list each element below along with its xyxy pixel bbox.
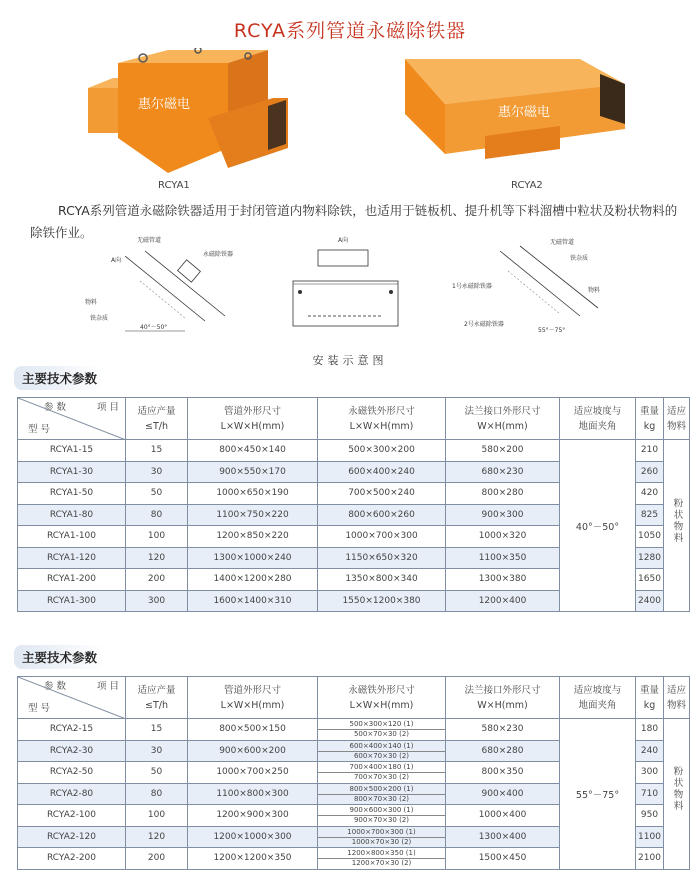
table-row <box>18 719 690 741</box>
capacity-cell: 80 <box>126 504 188 526</box>
section-heading-2: 主要技术参数 <box>14 645 105 669</box>
slope-value: 55°－75° <box>560 719 636 870</box>
weight-cell: 825 <box>636 504 664 526</box>
table-row <box>18 440 690 462</box>
capacity-cell: 300 <box>126 590 188 612</box>
flange-size-cell: 900×400 <box>446 783 560 805</box>
header-pipe-size-2: 管道外形尺寸 L×W×H(mm) <box>188 677 318 719</box>
weight-cell: 2400 <box>636 590 664 612</box>
label-permanent-separator: 永磁除铁器 <box>203 251 234 258</box>
flange-size-cell: 1000×320 <box>446 526 560 548</box>
magnet-size-cell <box>318 826 446 848</box>
label-nonmag-pipe-2: 无磁管道 <box>550 239 575 246</box>
pipe-size-cell: 1000×650×190 <box>188 483 318 505</box>
pipe-size-cell: 1300×1000×240 <box>188 547 318 569</box>
flange-size-cell: 1300×380 <box>446 569 560 591</box>
weight-cell: 210 <box>636 440 664 462</box>
pipe-size-cell: 1600×1400×310 <box>188 590 318 612</box>
weight-cell: 300 <box>636 762 664 784</box>
label-a-view: A向 <box>338 237 349 244</box>
model-cell: RCYA1-120 <box>18 547 126 569</box>
model-cell: RCYA1-200 <box>18 569 126 591</box>
install-diagram-right <box>450 236 600 336</box>
magnet-size-2: 1200×70×30 (2) <box>351 859 412 868</box>
header-material-2: 适应 物料 <box>664 677 690 719</box>
model-cell: RCYA1-30 <box>18 461 126 483</box>
magnet-size-2: 700×70×30 (2) <box>353 773 410 782</box>
label-iron-impurity-2: 铁杂质 <box>570 255 589 262</box>
capacity-cell: 120 <box>126 547 188 569</box>
spec-table-rcya2 <box>17 676 690 870</box>
photo-caption-rcya1: RCYA1 <box>158 180 190 191</box>
product-label-1: 惠尔磁电 <box>138 97 191 112</box>
flange-size-cell: 580×200 <box>446 440 560 462</box>
magnet-size-cell: 600×400×240 <box>318 461 446 483</box>
header-flange-size: 法兰接口外形尺寸 W×H(mm) <box>446 398 560 440</box>
header-slope: 适应坡度与 地面夹角 <box>560 398 636 440</box>
model-cell: RCYA2-50 <box>18 762 126 784</box>
flange-size-cell: 800×280 <box>446 483 560 505</box>
magnet-size-2: 500×70×30 (2) <box>353 730 410 739</box>
magnet-size-1: 700×400×180 (1) <box>318 762 445 773</box>
magnet-size-1: 900×600×300 (1) <box>318 805 445 816</box>
flange-size-cell: 1100×350 <box>446 547 560 569</box>
label-material-2: 物料 <box>588 287 600 294</box>
magnet-size-1: 500×300×120 (1) <box>318 719 445 730</box>
flange-size-cell: 1300×400 <box>446 826 560 848</box>
label-separator-1: 1号永磁除铁器 <box>452 283 492 290</box>
product-image-rcya1 <box>78 48 293 183</box>
magnet-size-cell: 500×300×200 <box>318 440 446 462</box>
weight-cell: 950 <box>636 805 664 827</box>
page-title: RCYA系列管道永磁除铁器 <box>233 20 467 42</box>
weight-cell: 260 <box>636 461 664 483</box>
magnet-size-cell <box>318 805 446 827</box>
header-diagonal-cell: 参 数 项 目 型 号 <box>18 398 126 440</box>
flange-size-cell: 680×230 <box>446 461 560 483</box>
capacity-cell: 30 <box>126 740 188 762</box>
header-pipe-size: 管道外形尺寸 L×W×H(mm) <box>188 398 318 440</box>
capacity-cell: 15 <box>126 440 188 462</box>
flange-size-cell: 680×280 <box>446 740 560 762</box>
photo-caption-rcya2: RCYA2 <box>511 180 543 191</box>
weight-cell: 180 <box>636 719 664 741</box>
weight-cell: 420 <box>636 483 664 505</box>
capacity-cell: 50 <box>126 762 188 784</box>
model-cell: RCYA2-200 <box>18 848 126 870</box>
magnet-size-1: 1200×800×350 (1) <box>318 848 445 859</box>
model-cell: RCYA2-30 <box>18 740 126 762</box>
magnet-size-cell <box>318 848 446 870</box>
header-magnet-size-2: 永磁铁外形尺寸 L×W×H(mm) <box>318 677 446 719</box>
weight-cell: 710 <box>636 783 664 805</box>
capacity-cell: 80 <box>126 783 188 805</box>
magnet-size-cell <box>318 783 446 805</box>
material-value: 粉状物料 <box>664 440 690 612</box>
magnet-size-2: 900×70×30 (2) <box>353 816 410 825</box>
pipe-size-cell: 1000×700×250 <box>188 762 318 784</box>
magnet-size-2: 800×70×30 (2) <box>353 794 410 803</box>
model-cell: RCYA2-120 <box>18 826 126 848</box>
spec-table-rcya1 <box>17 397 690 612</box>
label-nonmag-pipe: 无磁管道 <box>137 237 162 244</box>
pipe-size-cell: 1100×750×220 <box>188 504 318 526</box>
pipe-size-cell: 1200×900×300 <box>188 805 318 827</box>
weight-cell: 240 <box>636 740 664 762</box>
product-label-2: 惠尔磁电 <box>498 105 551 120</box>
flange-size-cell: 1000×400 <box>446 805 560 827</box>
label-material: 物料 <box>85 299 98 306</box>
magnet-size-2: 600×70×30 (2) <box>353 751 410 760</box>
slope-value: 40°－50° <box>560 440 636 612</box>
magnet-size-cell: 1150×650×320 <box>318 547 446 569</box>
flange-size-cell: 1500×450 <box>446 848 560 870</box>
header-slope-2: 适应坡度与 地面夹角 <box>560 677 636 719</box>
diagram-caption: 安装示意图 <box>312 354 388 367</box>
pipe-size-cell: 800×500×150 <box>188 719 318 741</box>
header-weight: 重量 kg <box>636 398 664 440</box>
capacity-cell: 15 <box>126 719 188 741</box>
pipe-size-cell: 900×600×200 <box>188 740 318 762</box>
label-angle-range: 40°－50° <box>140 324 168 331</box>
capacity-cell: 200 <box>126 569 188 591</box>
magnet-size-cell: 700×500×240 <box>318 483 446 505</box>
header-diagonal-cell-2: 参 数 项 目 型 号 <box>18 677 126 719</box>
flange-size-cell: 800×350 <box>446 762 560 784</box>
model-cell: RCYA2-100 <box>18 805 126 827</box>
pipe-size-cell: 1100×800×300 <box>188 783 318 805</box>
magnet-size-cell: 800×600×260 <box>318 504 446 526</box>
label-separator-2: 2号永磁除铁器 <box>464 321 504 328</box>
pipe-size-cell: 1200×1000×300 <box>188 826 318 848</box>
pipe-size-cell: 800×450×140 <box>188 440 318 462</box>
weight-cell: 1650 <box>636 569 664 591</box>
weight-cell: 2100 <box>636 848 664 870</box>
capacity-cell: 200 <box>126 848 188 870</box>
install-diagram-middle <box>288 236 408 336</box>
capacity-cell: 100 <box>126 526 188 548</box>
magnet-size-2: 1000×70×30 (2) <box>351 837 412 846</box>
material-value: 粉状物料 <box>664 719 690 870</box>
header-capacity: 适应产量 ≤T/h <box>126 398 188 440</box>
pipe-size-cell: 1200×1200×350 <box>188 848 318 870</box>
pipe-size-cell: 1400×1200×280 <box>188 569 318 591</box>
magnet-size-cell <box>318 762 446 784</box>
model-cell: RCYA1-50 <box>18 483 126 505</box>
pipe-size-cell: 900×550×170 <box>188 461 318 483</box>
header-material: 适应 物料 <box>664 398 690 440</box>
capacity-cell: 120 <box>126 826 188 848</box>
magnet-size-cell: 1000×700×300 <box>318 526 446 548</box>
model-cell: RCYA2-80 <box>18 783 126 805</box>
capacity-cell: 100 <box>126 805 188 827</box>
product-image-rcya2 <box>400 54 630 174</box>
magnet-size-1: 1000×700×300 (1) <box>318 827 445 838</box>
magnet-size-cell: 1550×1200×380 <box>318 590 446 612</box>
model-cell: RCYA2-15 <box>18 719 126 741</box>
header-capacity-2: 适应产量 ≤T/h <box>126 677 188 719</box>
magnet-size-1: 600×400×140 (1) <box>318 741 445 752</box>
model-cell: RCYA1-100 <box>18 526 126 548</box>
magnet-size-cell: 1350×800×340 <box>318 569 446 591</box>
capacity-cell: 30 <box>126 461 188 483</box>
description-paragraph: RCYA系列管道永磁除铁器适用于封闭管道内物料除铁，也适用于链板机、提升机等下料溜槽中粒状及粉状物料的除铁作业。 <box>30 203 678 240</box>
section-heading-1: 主要技术参数 <box>14 366 105 390</box>
header-weight-2: 重量 kg <box>636 677 664 719</box>
capacity-cell: 50 <box>126 483 188 505</box>
weight-cell: 1100 <box>636 826 664 848</box>
install-diagram-left <box>85 236 235 336</box>
label-angle-range-2: 55°－75° <box>538 327 566 334</box>
pipe-size-cell: 1200×850×220 <box>188 526 318 548</box>
label-a-direction: A向 <box>111 257 122 264</box>
model-cell: RCYA1-15 <box>18 440 126 462</box>
flange-size-cell: 580×230 <box>446 719 560 741</box>
flange-size-cell: 1200×400 <box>446 590 560 612</box>
model-cell: RCYA1-300 <box>18 590 126 612</box>
weight-cell: 1280 <box>636 547 664 569</box>
magnet-size-cell <box>318 740 446 762</box>
weight-cell: 1050 <box>636 526 664 548</box>
model-cell: RCYA1-80 <box>18 504 126 526</box>
magnet-size-cell <box>318 719 446 741</box>
header-flange-size-2: 法兰接口外形尺寸 W×H(mm) <box>446 677 560 719</box>
header-magnet-size: 永磁铁外形尺寸 L×W×H(mm) <box>318 398 446 440</box>
flange-size-cell: 900×300 <box>446 504 560 526</box>
label-iron-impurity: 铁杂质 <box>90 315 109 322</box>
magnet-size-1: 800×500×200 (1) <box>318 784 445 795</box>
